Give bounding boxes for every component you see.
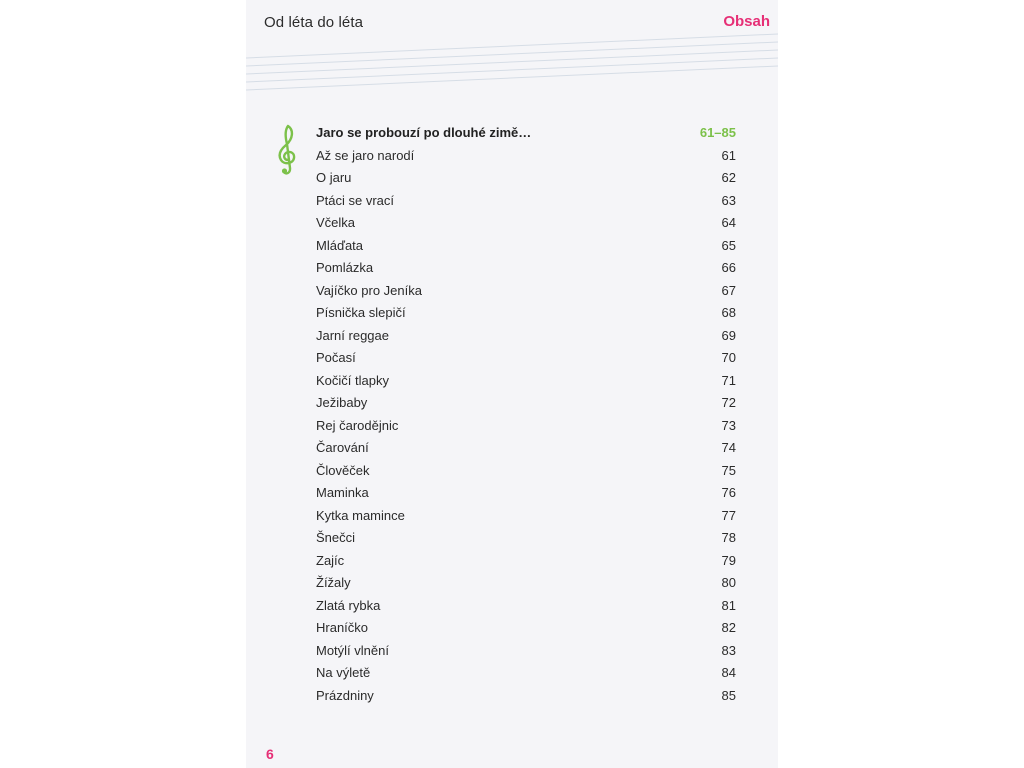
toc-entry[interactable] [316,527,736,550]
toc-entry-page: 82 [721,620,736,635]
toc-entry[interactable] [316,460,736,483]
section-title: Obsah [723,13,770,30]
toc-entry-title: Jarní reggae [316,327,389,343]
table-of-contents [316,122,736,707]
toc-entry-page: 73 [721,417,736,433]
toc-entry-page: 75 [721,462,736,478]
toc-entry-title: O jaru [316,170,352,185]
toc-entry-page: 68 [721,305,736,320]
toc-section-pages: 61–85 [699,125,736,140]
toc-entry[interactable] [316,505,736,528]
toc-entry-page: 61 [721,147,736,163]
toc-entry-title: Na výletě [316,665,371,680]
toc-entry[interactable] [316,280,736,303]
toc-entry-title: Rej čarodějnic [316,417,399,433]
toc-entry-page: 62 [721,170,736,185]
toc-entry-title: Ptáci se vrací [316,192,395,208]
toc-entry-page: 79 [721,552,736,568]
toc-entry[interactable] [316,145,736,168]
toc-entry[interactable] [316,212,736,235]
toc-entry-title: Počasí [316,350,356,365]
toc-entry-page: 74 [721,440,736,455]
toc-section-heading[interactable] [316,122,736,145]
toc-entry[interactable] [316,437,736,460]
toc-entry[interactable] [316,347,736,370]
toc-entry[interactable] [316,325,736,348]
toc-entry-title: Maminka [316,485,369,500]
toc-entry-page: 85 [721,687,736,703]
toc-entry-page: 65 [721,237,736,253]
toc-entry-title: Včelka [316,215,356,230]
toc-entry[interactable] [316,662,736,685]
toc-entry-page: 84 [721,665,736,680]
toc-entry-title: Člověček [316,462,370,478]
toc-entry-page: 64 [721,215,736,230]
toc-entry-page: 80 [721,575,736,590]
toc-entry-page: 81 [721,597,736,613]
toc-entry[interactable] [316,572,736,595]
toc-entry-page: 72 [721,395,736,410]
toc-entry-title: Zlatá rybka [316,597,381,613]
toc-entry-title: Mláďata [316,237,364,253]
book-title: Od léta do léta [264,14,364,31]
toc-entry[interactable] [316,167,736,190]
toc-entry[interactable] [316,257,736,280]
toc-entry-title: Zajíc [316,552,345,568]
page-number: 6 [266,746,274,762]
toc-entry[interactable] [316,370,736,393]
toc-entry[interactable] [316,640,736,663]
toc-entry-title: Žížaly [316,575,351,590]
toc-entry[interactable] [316,392,736,415]
toc-entry-title: Čarování [316,440,369,455]
toc-entry-title: Písnička slepičí [316,305,406,320]
toc-entry-title: Kočičí tlapky [316,372,389,388]
toc-entry[interactable] [316,550,736,573]
toc-entry-page: 67 [721,282,736,298]
toc-entry[interactable] [316,190,736,213]
toc-entry-title: Šnečci [316,530,356,545]
toc-entry-page: 66 [721,260,736,275]
toc-entry-title: Pomlázka [316,260,374,275]
treble-clef-icon [273,124,301,176]
toc-entry[interactable] [316,685,736,708]
toc-entry-page: 83 [721,642,736,658]
toc-entry-page: 63 [721,192,736,208]
toc-entry-title: Až se jaro narodí [316,147,415,163]
toc-entry-page: 78 [721,530,736,545]
toc-entry-title: Prázdniny [316,687,374,703]
toc-entry-page: 77 [721,507,736,523]
toc-entry[interactable] [316,235,736,258]
toc-entry-title: Motýlí vlnění [316,642,389,658]
toc-entry-title: Ježibaby [316,395,368,410]
toc-entry-page: 76 [721,485,736,500]
toc-entry[interactable] [316,482,736,505]
toc-entry[interactable] [316,302,736,325]
book-page [246,0,778,768]
toc-section-title: Jaro se probouzí po dlouhé zimě… [316,125,532,140]
toc-entry-title: Vajíčko pro Jeníka [316,282,422,298]
toc-entry[interactable] [316,415,736,438]
toc-entry[interactable] [316,617,736,640]
toc-entry-title: Hraníčko [316,620,369,635]
toc-entry-title: Kytka mamince [316,507,405,523]
toc-entry-page: 70 [721,350,736,365]
toc-entry-page: 69 [721,327,736,343]
toc-entry[interactable] [316,595,736,618]
toc-entry-page: 71 [721,372,736,388]
